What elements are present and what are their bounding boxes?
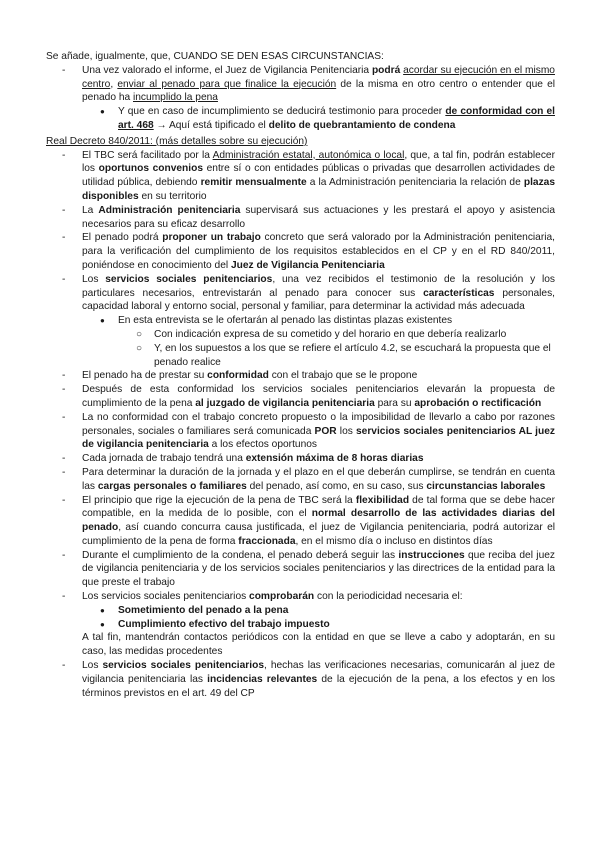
bullet-marker: ●	[100, 605, 105, 615]
list-item: - La no conformidad con el trabajo concreto propuesto o la imposibilidad de llevarlo a cabo por razones personales, sociales o familiares será comunicada POR los servicios sociales penitenciarios AL juez de vigilancia penitenciaria a los efectos oportunos	[62, 411, 555, 451]
rd-heading: Real Decreto 840/2011: (más detalles sobre su ejecución)	[46, 135, 308, 147]
list-item: - Cada jornada de trabajo tendrá una extensión máxima de 8 horas diarias	[62, 453, 424, 465]
bullet-marker: ●	[100, 619, 105, 629]
continuation-paragraph: A tal fin, mantendrán contactos periódicos con la entidad en que se lleve a cabo y adoptarán, en su caso, las medidas procedentes	[82, 632, 555, 658]
list-item: - Los servicios sociales penitenciarios, una vez recibidos el testimonio de la resolución y los particulares necesarios, entrevistarán al penado para conocer sus características personales, capacidad laboral y entorno social, personal y familiar, para determinar la actividad más adecuada	[62, 273, 555, 313]
sub-bullet-item: ● En esta entrevista se le ofertarán al penado las distintas plazas existentes	[100, 315, 453, 327]
dash-marker: -	[62, 64, 66, 76]
list-item: - Después de esta conformidad los servicios sociales penitenciarios elevarán la propuesta de cumplimiento de la pena al juzgado de vigilancia penitenciaria para su aprobación o rectificación	[62, 384, 555, 409]
list-item: - Una vez valorado el informe, el Juez de Vigilancia Penitenciaria podrá acordar su ejecución en el mismo centro, enviar al penado para que finalice la ejecución de la misma en otro centro o entender que el penado ha incumplido la pena	[62, 64, 555, 104]
list-item: - Los servicios sociales penitenciarios, hechas las verificaciones necesarias, comunicarán al juez de vigilancia penitenciaria las incidencias relevantes de la ejecución de la pena, a los efectos y en los términos previstos en el art. 49 del CP	[62, 660, 555, 699]
bullet-marker: ●	[100, 316, 105, 326]
sub-sub-bullet-item: ○ Y, en los supuestos a los que se refiere el artículo 4.2, se escuchará la propuesta que el penado realice	[136, 342, 551, 368]
list-item: - Los servicios sociales penitenciarios comprobarán con la periodicidad necesaria el:	[62, 591, 463, 603]
list-item: - El penado podrá proponer un trabajo concreto que será valorado por la Administración penitenciaria, para la verificación del cumplimiento de los requisitos establecidos en el CP y en el RD 840/2011, poniéndose en conocimiento del Juez de Vigilancia Penitenciaria	[62, 232, 556, 271]
list-item: - La Administración penitenciaria supervisará sus actuaciones y les prestará el apoyo y asistencia necesarios para su eficaz desarrollo	[62, 204, 555, 230]
list-item: - Para determinar la duración de la jornada y el plazo en el que deberán cumplirse, se tendrán en cuenta las cargas personales o familiares del penado, así como, en su caso, sus circunstancias laborales	[62, 466, 555, 492]
sub-bullet-item: ● Cumplimiento efectivo del trabajo impuesto	[100, 618, 330, 630]
sub-bullet-item: ● Sometimiento del penado a la pena	[100, 604, 289, 616]
list-item: - Durante el cumplimiento de la condena, el penado deberá seguir las instrucciones que reciba del juez de vigilancia penitenciaria y de los servicios sociales penitenciarios y las directrices de la entidad para la que preste el trabajo	[62, 549, 555, 589]
list-item: - El principio que rige la ejecución de la pena de TBC será la flexibilidad de tal forma que se debe hacer compatible, en la medida de lo posible, con el normal desarrollo de las actividades diarias del penado, así cuando concurra causa justificada, el juez de Vigilancia penitenciaria, podrá autorizar el cumplimiento de la pena de forma fraccionada, en el mismo día o incluso en distintos días	[62, 494, 555, 547]
intro-line: Se añade, igualmente, que, CUANDO SE DEN ESAS CIRCUNSTANCIAS:	[46, 51, 384, 62]
list-item: - El TBC será facilitado por la Administración estatal, autonómica o local, que, a tal fin, podrán establecer los oportunos convenios entre sí o con entidades públicas o privadas que desarrollen actividades de utilidad pública, debiendo remitir mensualmente a la Administración penitenciaria la relación de plazas disponibles en su territorio	[62, 149, 555, 202]
circle-marker: ○	[136, 342, 143, 354]
list-item: - El penado ha de prestar su conformidad con el trabajo que se le propone	[62, 370, 418, 382]
sub-sub-bullet-item: ○ Con indicación expresa de su cometido y del horario en que debería realizarlo	[136, 328, 507, 340]
bullet-marker: ●	[100, 107, 105, 117]
sub-bullet-item: ● Y que en caso de incumplimiento se deducirá testimonio para proceder de conformidad con el art. 468 → Aquí está tipificado el delito de quebrantamiento de condena	[100, 106, 555, 131]
circle-marker: ○	[136, 328, 143, 340]
